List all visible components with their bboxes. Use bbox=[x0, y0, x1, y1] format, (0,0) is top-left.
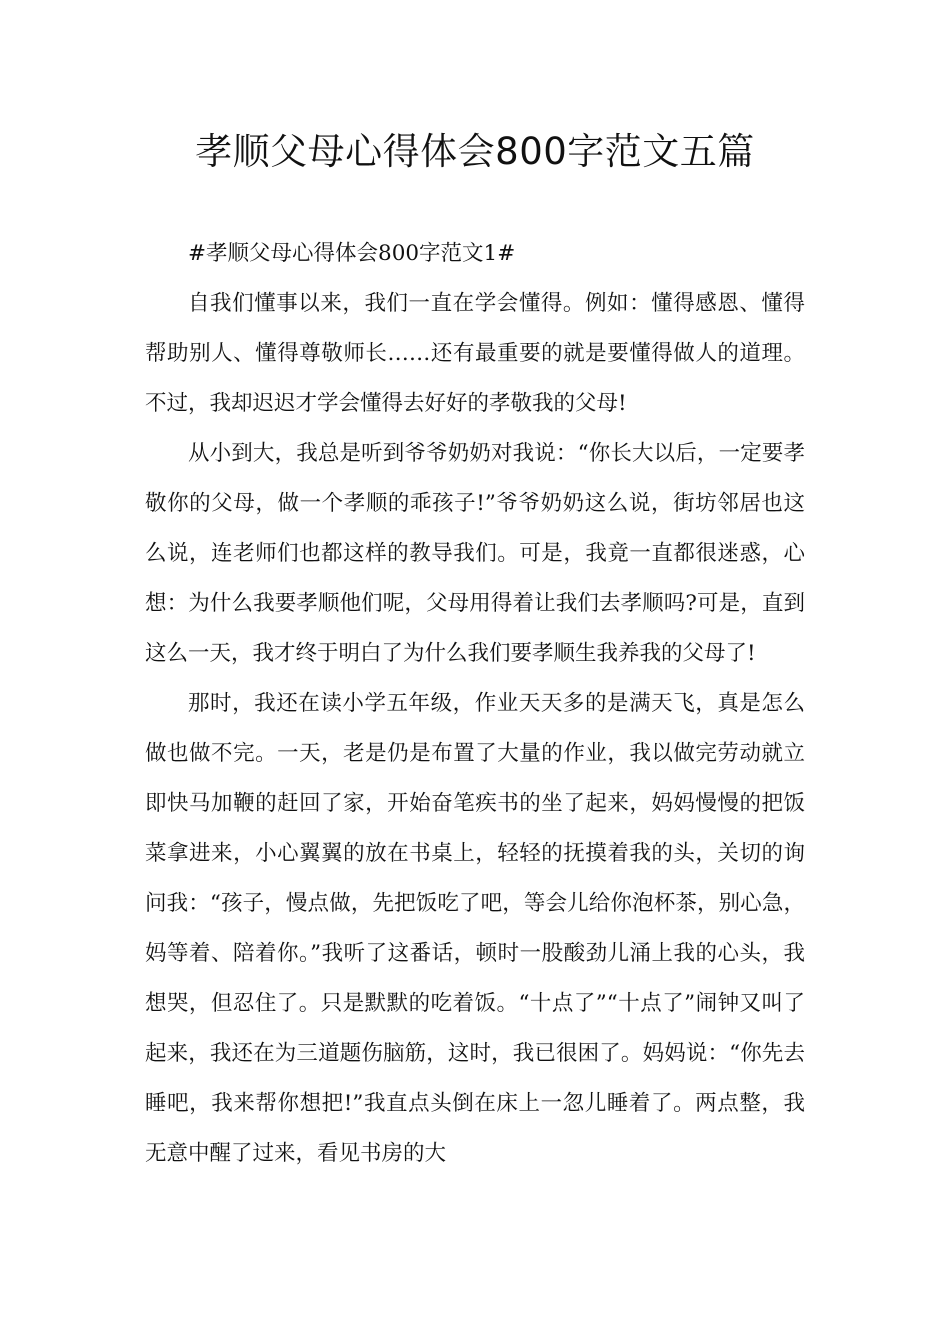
section-heading: #孝顺父母心得体会800字范文1# bbox=[188, 241, 516, 266]
document-title: 孝顺父母心得体会800字范文五篇 bbox=[195, 130, 755, 173]
paragraph-1: 自我们懂事以来，我们一直在学会懂得。例如：懂得感恩、懂得帮助别人、懂得尊敬师长……还有最重要的就是要懂得做人的道理。不过，我却迟迟才学会懂得去好好的孝敬我的父母! bbox=[145, 291, 805, 416]
document-body bbox=[145, 229, 805, 1179]
paragraph-2: 从小到大，我总是听到爷爷奶奶对我说：“你长大以后，一定要孝敬你的父母，做一个孝顺的乖孩子!”爷爷奶奶这么说，街坊邻居也这么说，连老师们也都这样的教导我们。可是，我竟一直都很迷惑，心想：为什么我要孝顺他们呢，父母用得着让我们去孝顺吗?可是，直到这么一天，我才终于明白了为什么我们要孝顺生我养我的父母了! bbox=[145, 441, 805, 666]
paragraph-3: 那时，我还在读小学五年级，作业天天多的是满天飞，真是怎么做也做不完。一天，老是仍是布置了大量的作业，我以做完劳动就立即快马加鞭的赶回了家，开始奋笔疾书的坐了起来，妈妈慢慢的把饭菜拿进来，小心翼翼的放在书桌上，轻轻的抚摸着我的头，关切的询问我：“孩子，慢点做，先把饭吃了吧，等会儿给你泡杯茶，别心急，妈等着、陪着你。”我听了这番话，顿时一股酸劲儿涌上我的心头，我想哭，但忍住了。只是默默的吃着饭。“十点了”“十点了”闹钟又叫了起来，我还在为三道题伤脑筋，这时，我已很困了。妈妈说：“你先去睡吧，我来帮你想把!”我直点头倒在床上一忽儿睡着了。两点整，我无意中醒了过来，看见书房的大 bbox=[145, 691, 805, 1166]
